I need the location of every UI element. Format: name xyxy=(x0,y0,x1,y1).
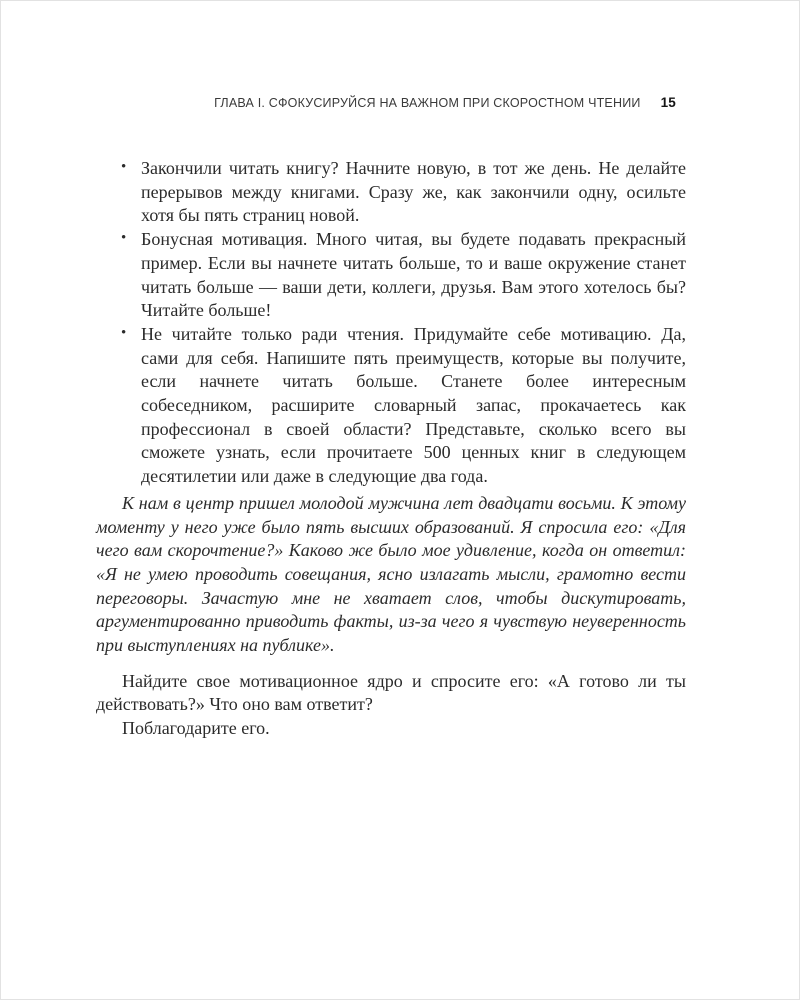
bullet-text: Бонусная мотивация. Много читая, вы будете подавать прекрасный пример. Если вы начнете читать больше, то и ваше окружение станет читать больше — ваши дети, коллеги, друзья. Вам этого хотелось бы? Читайте больше! xyxy=(141,229,686,321)
bullet-icon: • xyxy=(121,230,127,247)
list-item xyxy=(96,323,686,489)
running-header xyxy=(96,96,686,110)
bullet-icon: • xyxy=(121,159,127,175)
paragraph: Найдите свое мотивационное ядро и спросите его: «А готово ли ты действовать?» Что оно вам ответит? xyxy=(96,670,686,715)
bullet-list xyxy=(96,157,686,489)
bullet-text: Закончили читать книгу? Начните новую, в тот же день. Не делайте перерывов между книгами. Сразу же, как закончили одну, осильте хотя бы пять страниц новой. xyxy=(141,158,686,226)
chapter-running-title: ГЛАВА I. СФОКУСИРУЙСЯ НА ВАЖНОМ ПРИ СКОРОСТНОМ ЧТЕНИИ xyxy=(214,96,641,110)
page-content xyxy=(96,157,686,741)
list-item xyxy=(96,228,686,323)
list-item xyxy=(96,157,686,228)
page-number: 15 xyxy=(660,95,676,110)
bullet-icon: • xyxy=(121,324,127,341)
story-paragraph: К нам в центр пришел молодой мужчина лет двадцати восьми. К этому моменту у него уже было пять высших образований. Я спросила его: «Для чего вам скорочтение?» Каково же было мое удивление, когда он ответил: «Я не умею проводить совещания, ясно излагать мысли, грамотно вести переговоры. Зачастую мне не хватает слов, чтобы дискутировать, аргументированно приводить факты, из-за чего я чувствую неуверенность при выступлениях на публике». xyxy=(96,492,686,656)
paragraph: Поблагодарите его. xyxy=(122,718,270,739)
bullet-text: Не читайте только ради чтения. Придумайте себе мотивацию. Да, сами для себя. Напишите пять преимуществ, которые вы получите, если начнете читать больше. Станете более интересным собеседником, расширите словарный запас, прокачаетесь как профессионал в своей области? Представьте, сколько всего вы сможете узнать, если прочитаете 500 ценных книг в следующем десятилетии или даже в следующие два года. xyxy=(141,323,686,487)
